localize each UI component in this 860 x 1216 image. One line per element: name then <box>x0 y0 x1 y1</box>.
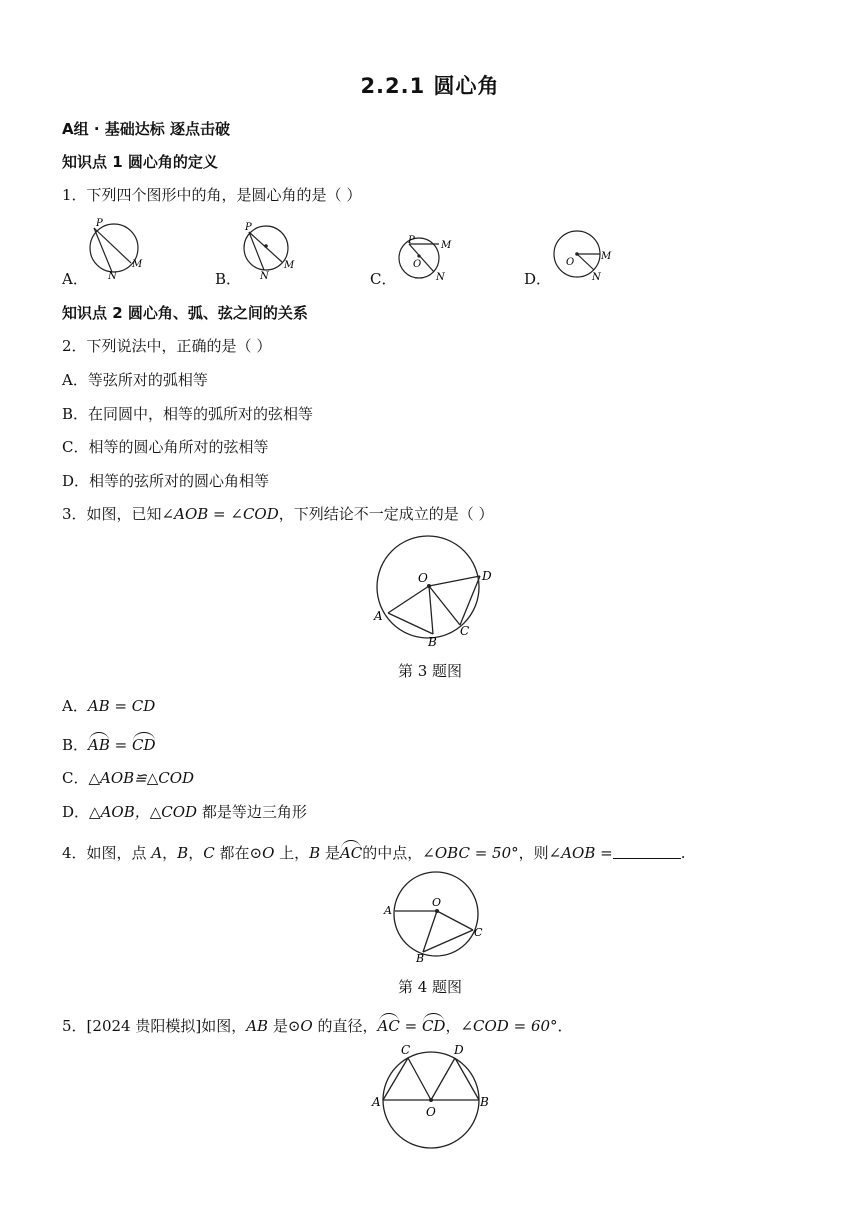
q3-caption: 第 3 题图 <box>397 662 463 680</box>
label-c: C <box>460 624 470 638</box>
q1-option-a-label: A． <box>62 270 88 288</box>
q3-option-b: B．AB = CD <box>62 736 156 754</box>
q1-option-d-label: D． <box>524 270 552 288</box>
q3-option-d: D．△AOB，△COD 都是等边三角形 <box>62 803 307 821</box>
q1-figure-a <box>82 216 146 280</box>
label-m: M <box>284 260 295 271</box>
label-b: B <box>480 1095 489 1109</box>
q1-figure-d <box>548 228 616 282</box>
q2-option-b: B．在同圆中，相等的弧所对的弦相等 <box>62 405 314 423</box>
q5-figure <box>368 1040 498 1150</box>
label-o: O <box>426 1105 436 1119</box>
q5-stem: 5．[2024 贵阳模拟]如图，AB 是⊙O 的直径，AC = CD，∠COD = 60°． <box>62 1017 573 1035</box>
label-n: N <box>260 271 269 280</box>
label-a: A <box>384 904 392 917</box>
group-heading: A组 · 基础达标 逐点击破 <box>62 120 230 138</box>
label-a: A <box>374 609 383 623</box>
label-p: P <box>96 218 103 229</box>
label-b: B <box>416 952 425 962</box>
label-c: C <box>474 926 483 939</box>
label-o: O <box>566 257 575 268</box>
q2-option-c: C．相等的圆心角所对的弦相等 <box>62 438 269 456</box>
q1-stem: 1．下列四个图形中的角，是圆心角的是（ ） <box>62 186 362 204</box>
label-p: P <box>408 235 415 246</box>
q3-option-c: C．△AOB≌△COD <box>62 769 195 787</box>
q1-option-b-label: B． <box>215 270 242 288</box>
q1-figure-c <box>392 230 456 282</box>
label-o: O <box>418 571 428 585</box>
q2-stem: 2．下列说法中，正确的是（ ） <box>62 337 272 355</box>
label-d: D <box>454 1043 464 1057</box>
label-o: O <box>413 259 422 270</box>
knowledge-point-1: 知识点 1 圆心角的定义 <box>62 153 218 171</box>
q2-option-d: D．相等的弦所对的圆心角相等 <box>62 472 270 490</box>
q4-caption: 第 4 题图 <box>397 978 463 996</box>
label-m: M <box>601 251 612 262</box>
label-n: N <box>592 272 601 282</box>
page-title: 2.2.1 圆心角 <box>360 74 500 98</box>
q1-figure-b <box>236 216 300 280</box>
label-o: O <box>432 896 442 909</box>
label-m: M <box>132 259 143 270</box>
label-m: M <box>441 240 452 251</box>
knowledge-point-2: 知识点 2 圆心角、弧、弦之间的关系 <box>62 304 308 322</box>
label-a: A <box>372 1095 381 1109</box>
label-n: N <box>108 271 117 280</box>
q1-option-c-label: C． <box>370 270 397 288</box>
label-p: P <box>245 222 252 233</box>
label-b: B <box>428 635 437 648</box>
q3-figure <box>368 532 498 648</box>
q4-figure <box>380 866 488 962</box>
label-n: N <box>436 272 445 282</box>
q3-option-a: A．AB = CD <box>62 697 156 715</box>
q4-stem: 4．如图，点 A，B，C 都在⊙O 上，B 是AC的中点，∠OBC = 50°，则∠AOB = . <box>62 844 686 862</box>
q2-option-a: A．等弦所对的弧相等 <box>62 371 208 389</box>
label-d: D <box>482 569 492 583</box>
q3-stem: 3．如图，已知∠AOB = ∠COD，下列结论不一定成立的是（ ） <box>62 505 494 523</box>
answer-blank <box>613 843 681 859</box>
label-c: C <box>401 1043 411 1057</box>
